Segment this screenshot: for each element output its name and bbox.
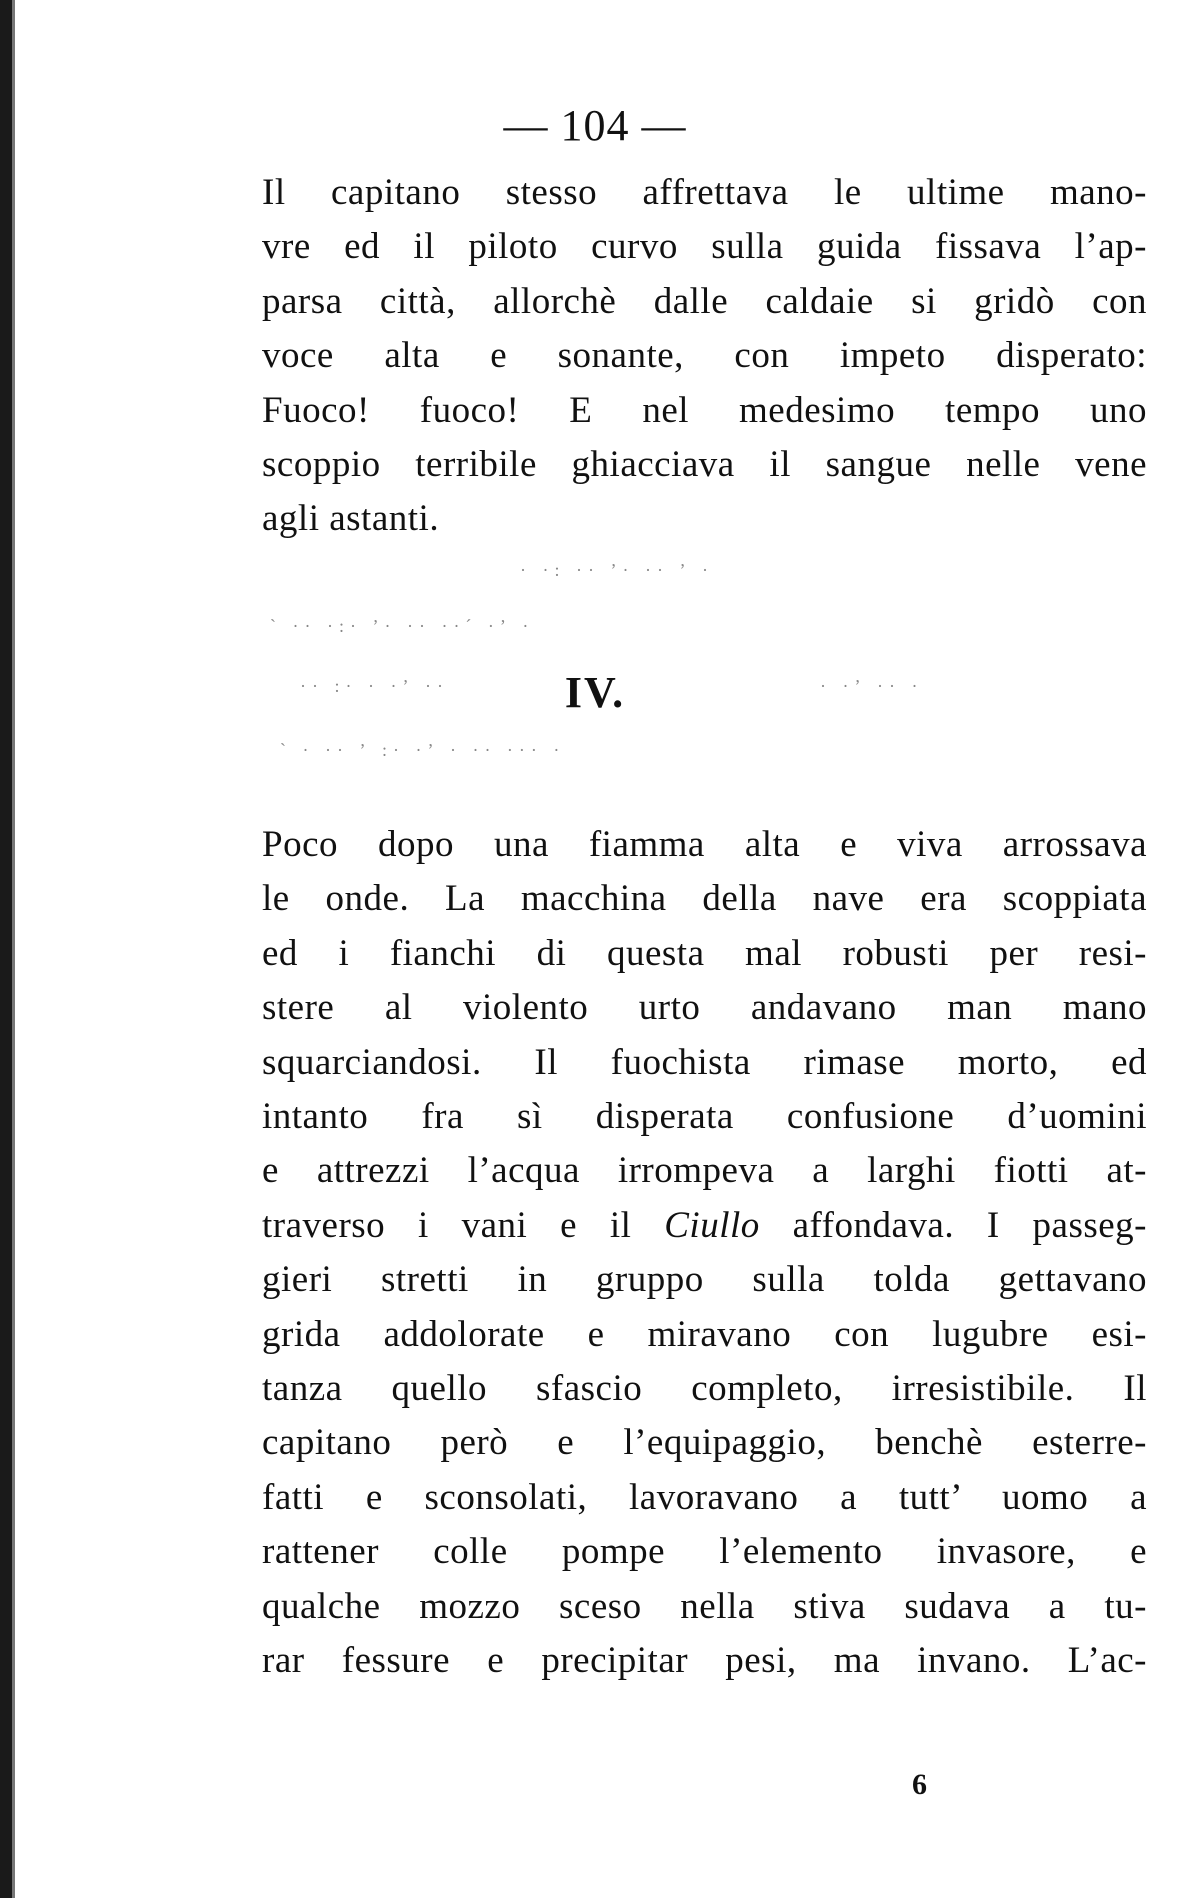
text-line: [262, 1199, 1147, 1253]
text-line: ed i fianchi di questa mal robusti per resi-: [262, 932, 1147, 974]
text-line: grida addolorate e miravano con lugubre esi-: [262, 1313, 1147, 1355]
paragraph-2: [262, 818, 1147, 1689]
bleed-through-speckle: ˋ ·· ·:· ʼ· ·· ··ˊ ·ʼ ·: [270, 616, 535, 636]
text-line: agli astanti.: [262, 498, 440, 540]
text-line: le onde. La macchina della nave era scoppiata: [262, 878, 1147, 920]
bleed-through-speckle: ˋ · ·· ʼ :· ·ʼ · ·· ··· ·: [280, 740, 566, 760]
text-line: fatti e sconsolati, lavoravano a tutt’ uomo a: [262, 1476, 1147, 1518]
text-line: tanza quello sfascio completo, irresistibile. Il: [262, 1368, 1147, 1410]
section-heading: IV.: [564, 668, 626, 717]
text-fragment: affondava. I passeg-: [792, 1204, 1148, 1246]
text-line: vre ed il piloto curvo sulla guida fissava l’ap-: [262, 226, 1147, 268]
text-line: Poco dopo una fiamma alta e viva arrossava: [262, 824, 1147, 865]
text-line: qualche mozzo sceso nella stiva sudava a tu-: [262, 1585, 1147, 1627]
text-line: Fuoco! fuoco! E nel medesimo tempo uno: [262, 389, 1147, 431]
text-line: parsa città, allorchè dalle caldaie si gridò con: [262, 280, 1147, 322]
text-line: gieri stretti in gruppo sulla tolda gettavano: [262, 1259, 1147, 1301]
text-line: e attrezzi l’acqua irrompeva a larghi fiotti at-: [262, 1150, 1147, 1192]
page-number: — 104 —: [503, 101, 687, 150]
signature-mark: 6: [912, 1768, 927, 1801]
page-binding-shadow: [12, 0, 15, 1898]
page-binding-edge: [0, 0, 12, 1898]
text-fragment: traverso i vani e il: [262, 1204, 632, 1246]
text-line: rattener colle pompe l’elemento invasore, e: [262, 1531, 1147, 1573]
text-line: Il capitano stesso affrettava le ultime mano-: [262, 172, 1147, 213]
text-line: scoppio terribile ghiacciava il sangue nelle vene: [262, 444, 1147, 486]
bleed-through-speckle: · ·ʼ ·· ·: [820, 676, 924, 696]
text-line: stere al violento urto andavano man mano: [262, 987, 1147, 1029]
text-line: squarciandosi. Il fuochista rimase morto, ed: [262, 1041, 1147, 1083]
text-line: intanto fra sì disperata confusione d’uomini: [262, 1096, 1147, 1138]
text-line: rar fessure e precipitar pesi, ma invano. L’ac-: [262, 1640, 1147, 1682]
text-line: capitano però e l’equipaggio, benchè esterre-: [262, 1422, 1147, 1464]
bleed-through-speckle: · ·: ·· ʼ· ·· ʼ ·: [520, 560, 714, 580]
text-line: voce alta e sonante, con impeto disperato:: [262, 335, 1147, 377]
bleed-through-speckle: ·· :· · ·ʼ ··: [300, 676, 449, 696]
paragraph-1: [262, 166, 1147, 547]
ship-name-italic: Ciullo: [664, 1204, 760, 1246]
